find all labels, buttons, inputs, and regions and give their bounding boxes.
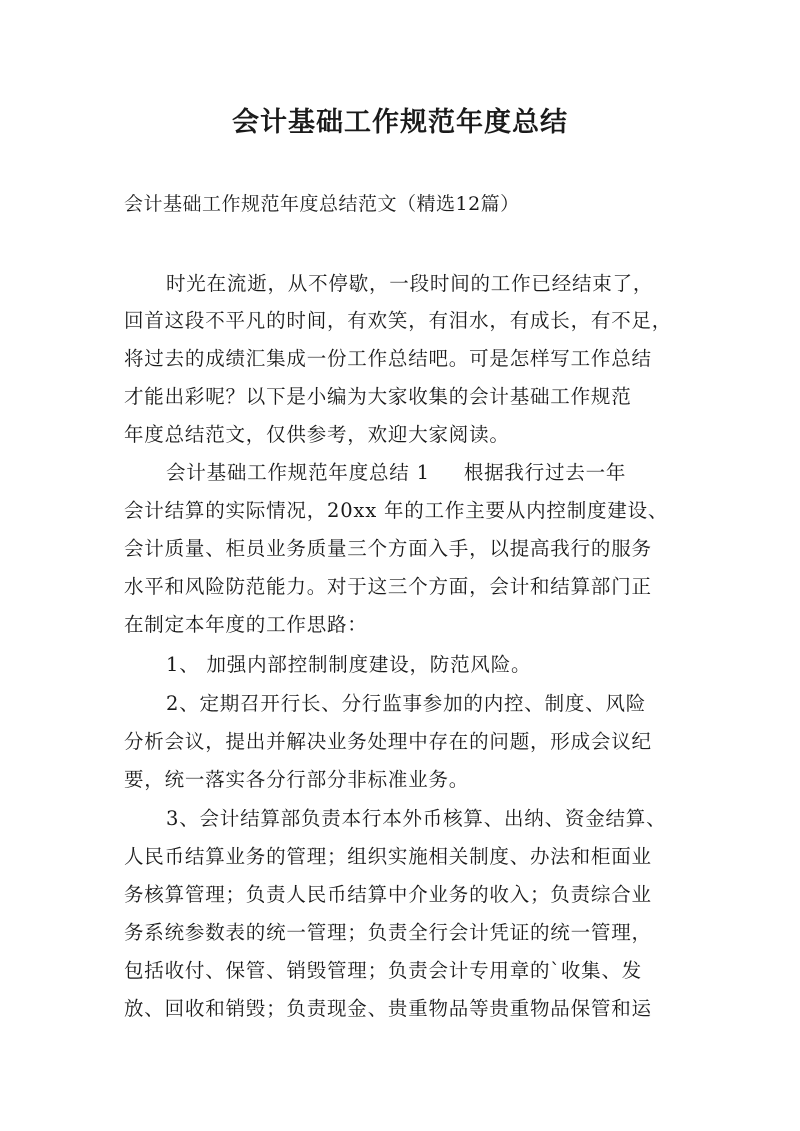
text-line: 会计质量、柜员业务质量三个方面入手，以提高我行的服务 — [124, 537, 652, 560]
list-item: 2、定期召开行长、分行监事参加的内控、制度、风险 — [166, 692, 647, 715]
text-line: 务核算管理；负责人民币结算中介业务的收入；负责综合业 — [124, 883, 652, 906]
text-line: 回首这段不平凡的时间，有欢笑，有泪水，有成长，有不足， — [124, 309, 673, 332]
text-line: 时光在流逝，从不停歇，一段时间的工作已经结束了， — [166, 272, 654, 295]
list-item: 3、会计结算部负责本行本外币核算、出纳、资金结算、 — [166, 807, 667, 830]
document-subtitle: 会计基础工作规范年度总结范文（精选12篇） — [124, 193, 520, 215]
text-line: 年度总结范文，仅供参考，欢迎大家阅读。 — [124, 423, 510, 446]
text-line: 包括收付、保管、销毁管理；负责会计专用章的`收集、发 — [124, 959, 643, 982]
text-line: 会计结算的实际情况，20xx 年的工作主要从内控制度建设、 — [124, 499, 669, 522]
list-item: 1、 加强内部控制制度建设，防范风险。 — [166, 653, 532, 676]
document-title: 会计基础工作规范年度总结 — [232, 107, 568, 138]
section-heading: 会计基础工作规范年度总结 1 — [166, 461, 430, 484]
text-line: 分析会议，提出并解决业务处理中存在的问题，形成会议纪 — [124, 730, 652, 753]
text-line: 在制定本年度的工作思路： — [124, 613, 368, 636]
text-line: 人民币结算业务的管理；组织实施相关制度、办法和柜面业 — [124, 845, 652, 868]
text-line: 务系统参数表的统一管理；负责全行会计凭证的统一管理， — [124, 921, 652, 944]
section-heading-line — [166, 457, 626, 485]
text-line: 放、回收和销毁；负责现金、贵重物品等贵重物品保管和运 — [124, 997, 652, 1020]
text-line: 要，统一落实各分行部分非标准业务。 — [124, 768, 470, 791]
text-line: 水平和风险防范能力。对于这三个方面，会计和结算部门正 — [124, 575, 652, 598]
text-line: 才能出彩呢？以下是小编为大家收集的会计基础工作规范 — [124, 385, 632, 408]
text-fragment: 根据我行过去一年 — [463, 461, 627, 484]
text-line: 将过去的成绩汇集成一份工作总结吧。可是怎样写工作总结 — [124, 347, 652, 370]
